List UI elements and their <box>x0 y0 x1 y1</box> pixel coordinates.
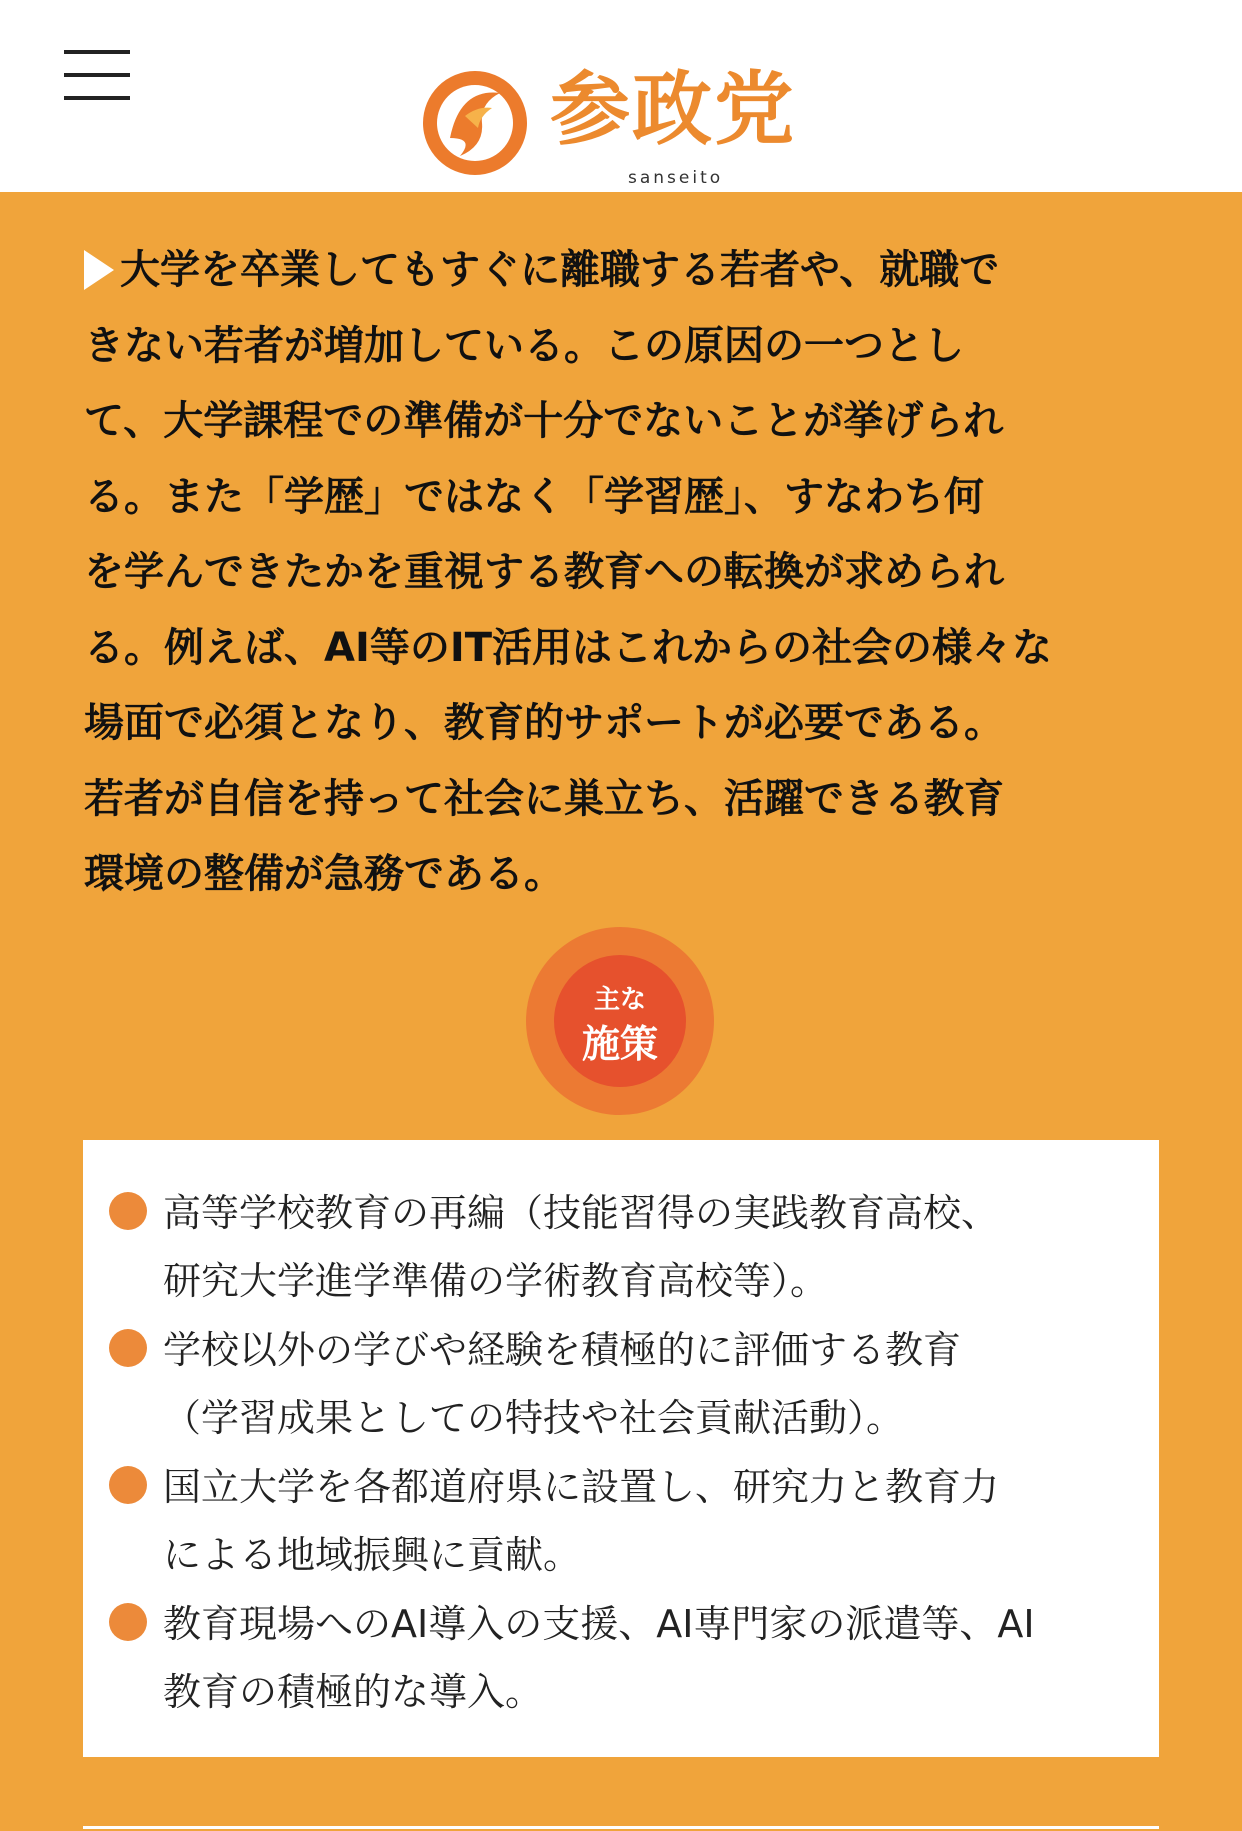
site-logo[interactable] <box>420 62 820 192</box>
intro-line: る。また「学歴」ではなく「学習歴」、すなわち何 <box>84 473 984 520</box>
policy-line: 学校以外の学びや経験を積極的に評価する教育 <box>163 1328 962 1372</box>
intro-line: 若者が自信を持って社会に巣立ち、活躍できる教育 <box>84 775 1004 822</box>
intro-paragraph <box>84 238 1164 918</box>
intro-line: きない若者が増加している。この原因の一つとし <box>84 322 964 369</box>
site-header <box>0 0 1242 192</box>
intro-line: 大学を卒業してもすぐに離職する若者や、就職で <box>84 238 1164 314</box>
intro-line: 場面で必須となり、教育的サポートが必要である。 <box>84 700 1004 746</box>
bullet-dot-icon <box>109 1329 147 1367</box>
policy-line: 高等学校教育の再編（技能習得の実践教育高校、 <box>163 1191 1000 1235</box>
bullet-dot-icon <box>109 1192 147 1230</box>
badge-label-main: 施策 <box>581 1022 658 1066</box>
hamburger-menu-icon[interactable] <box>64 50 130 100</box>
policy-line: による地域振興に貢献。 <box>163 1533 582 1577</box>
policy-line: 国立大学を各都道府県に設置し、研究力と教育力 <box>163 1465 1000 1509</box>
logo-subtitle: sanseito <box>628 168 724 188</box>
bullet-dot-icon <box>109 1466 147 1504</box>
intro-line: を学んできたかを重視する教育への転換が求められ <box>84 549 1004 595</box>
policy-line: （学習成果としての特技や社会貢献活動）。 <box>163 1396 905 1440</box>
logo-wordmark: 参政党 <box>550 63 796 156</box>
badge-inner-circle <box>554 955 686 1087</box>
section-divider <box>83 1826 1159 1829</box>
intro-line: 環境の整備が急務である。 <box>84 851 564 897</box>
bullet-dot-icon <box>109 1603 147 1641</box>
policy-line: 教育の積極的な導入。 <box>163 1670 544 1714</box>
main-policies-badge <box>526 927 714 1115</box>
phoenix-logo-icon <box>420 68 530 178</box>
intro-line: て、大学課程での準備が十分でないことが挙げられ <box>84 398 1004 444</box>
badge-label-top: 主な <box>593 985 646 1015</box>
intro-line: る。例えば、AI等のIT活用はこれからの社会の様々な <box>84 624 1053 671</box>
policy-line: 教育現場へのAI導入の支援、AI専門家の派遣等、AI <box>163 1602 1035 1646</box>
triangle-bullet-icon <box>84 250 114 290</box>
policies-panel <box>83 1140 1159 1757</box>
policy-line: 研究大学進学準備の学術教育高校等）。 <box>163 1259 829 1303</box>
